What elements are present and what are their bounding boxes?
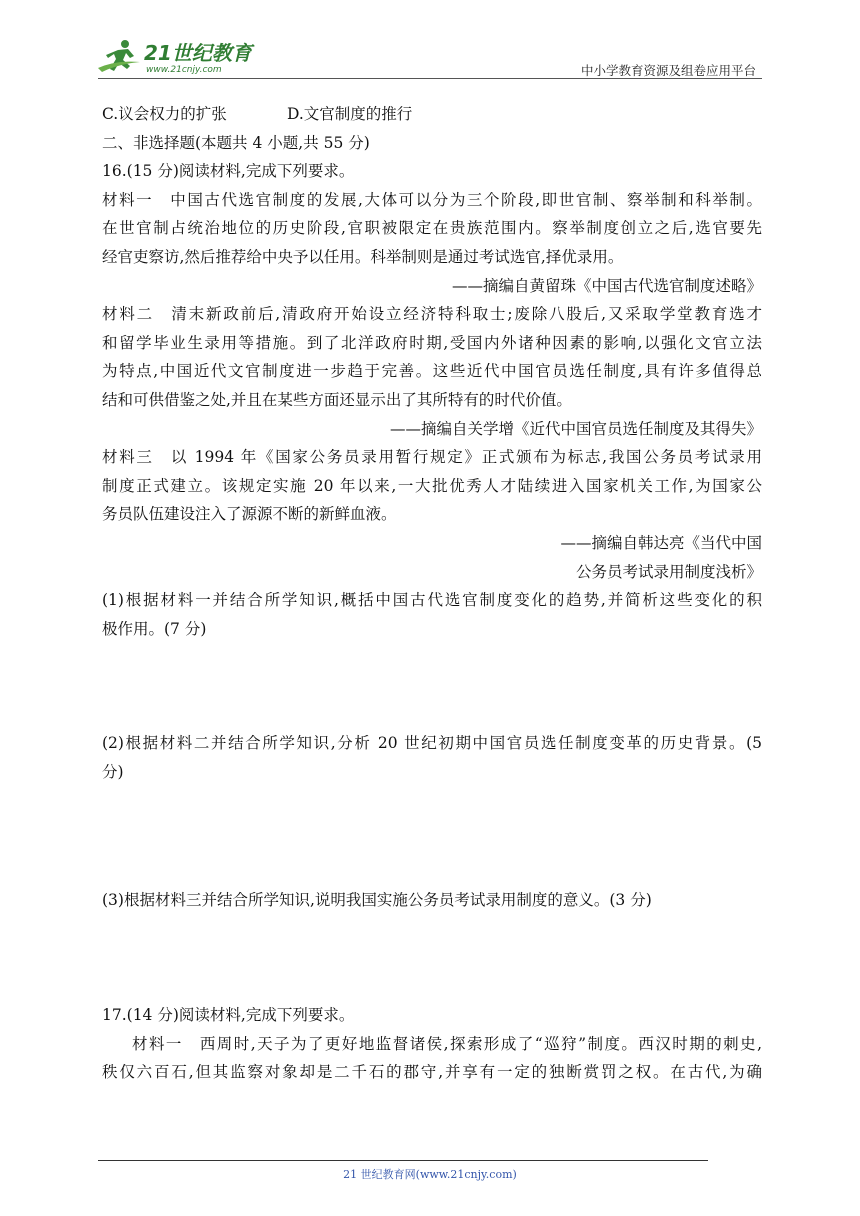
- q16-stem: 16.(15 分)阅读材料,完成下列要求。: [102, 162, 355, 181]
- q16-m3-source: ——摘编自韩达亮《当代中国: [560, 533, 762, 552]
- options-row: [102, 100, 762, 129]
- q16-sub2-line: (2)根据材料二并结合所学知识,分析 20 世纪初期中国官员选任制度变革的历史背景。(5: [102, 734, 762, 753]
- option-c: C.议会权力的扩张: [102, 105, 227, 123]
- q16-m3-line: 务员队伍建设注入了源源不断的新鲜血液。: [102, 505, 397, 524]
- q16-m2-line: 结和可供借鉴之处,并且在某些方面还显示出了其所特有的时代价值。: [102, 390, 572, 409]
- site-logo: [96, 38, 266, 78]
- header-divider: [98, 78, 762, 79]
- q16-sub3: (3)根据材料三并结合所学知识,说明我国实施公务员考试录用制度的意义。(3 分): [102, 891, 652, 910]
- q16-m3-line: 制度正式建立。该规定实施 20 年以来,一大批优秀人才陆续进入国家机关工作,为国家公: [102, 476, 762, 495]
- q17-stem: 17.(14 分)阅读材料,完成下列要求。: [102, 1006, 355, 1025]
- q16-m1-line: 材料一 中国古代选官制度的发展,大体可以分为三个阶段,即世官制、察举制和科举制。: [102, 190, 762, 209]
- runner-logo-icon: [96, 38, 266, 78]
- q16-m2-line: 和留学毕业生录用等措施。到了北洋政府时期,受国内外诸种因素的影响,以强化文官立法: [102, 333, 762, 352]
- answer-space[interactable]: [102, 643, 762, 729]
- q16-m2-line: 为特点,中国近代文官制度进一步趋于完善。这些近代中国官员选任制度,具有许多值得总: [102, 362, 762, 381]
- q17-m1-line: 秩仅六百石,但其监察对象却是二千石的郡守,并享有一定的独断赏罚之权。在古代,为确: [102, 1063, 762, 1082]
- logo-brand-text: 21世纪教育: [144, 41, 252, 65]
- q16-m1-source: ——摘编自黄留珠《中国古代选官制度述略》: [451, 276, 762, 295]
- q16-sub2-line: 分): [102, 762, 124, 781]
- footer-divider: [98, 1160, 708, 1161]
- platform-label: 中小学教育资源及组卷应用平台: [580, 63, 756, 78]
- q16-m2-line: 材料二 清末新政前后,清政府开始设立经济特科取士;废除八股后,又采取学堂教育选才: [102, 305, 762, 324]
- answer-space[interactable]: [102, 915, 762, 1001]
- q16-sub1-line: 极作用。(7 分): [102, 619, 207, 638]
- section-title: 二、非选择题(本题共 4 小题,共 55 分): [102, 133, 370, 152]
- q16-m3-line: 材料三 以 1994 年《国家公务员录用暂行规定》正式颁布为标志,我国公务员考试录用: [102, 448, 762, 467]
- option-d: D.文官制度的推行: [287, 105, 413, 123]
- main-content: [102, 100, 762, 1087]
- q16-sub1-line: (1)根据材料一并结合所学知识,概括中国古代选官制度变化的趋势,并简析这些变化的积: [102, 591, 762, 610]
- q16-m1-line: 经官吏察访,然后推荐给中央予以任用。科举制则是通过考试选官,择优录用。: [102, 247, 624, 266]
- answer-space[interactable]: [102, 786, 762, 886]
- q16-m2-source: ——摘编自关学增《近代中国官员选任制度及其得失》: [389, 419, 762, 438]
- logo-url-text: www.21cnjy.com: [146, 65, 222, 75]
- q16-m3-source: 公务员考试录用制度浅析》: [575, 562, 762, 581]
- footer-link[interactable]: 21 世纪教育网(www.21cnjy.com): [343, 1168, 517, 1181]
- q17-m1-line: 材料一 西周时,天子为了更好地监督诸侯,探索形成了“巡狩”制度。西汉时期的刺史,: [132, 1034, 762, 1053]
- q16-m1-line: 在世官制占统治地位的历史阶段,官职被限定在贵族范围内。察举制度创立之后,选官要先: [102, 219, 762, 238]
